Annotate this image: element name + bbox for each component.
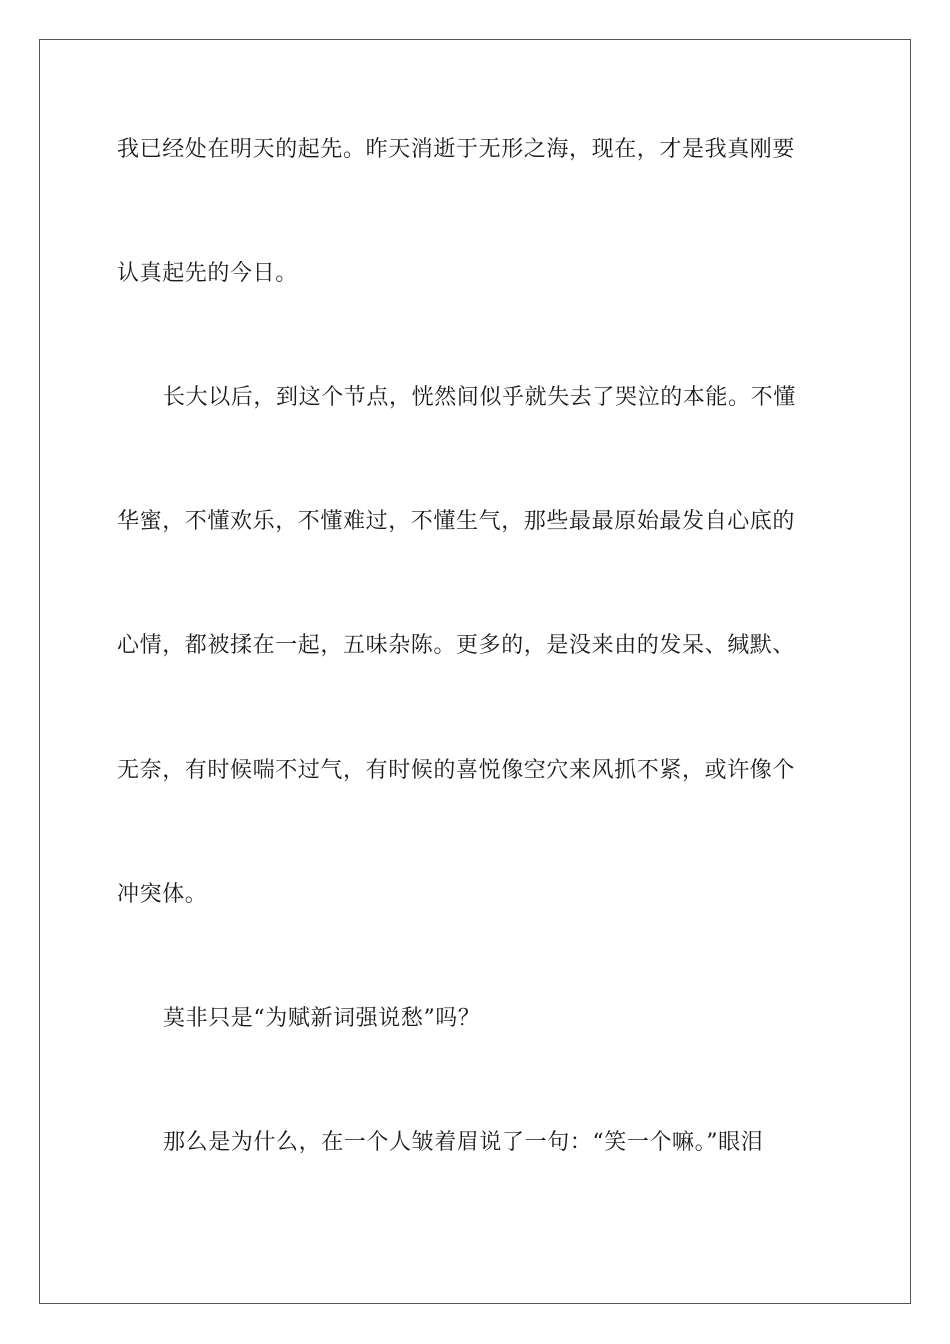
paragraph-line: 莫非只是“为赋新词强说愁”吗？ xyxy=(163,1006,481,1031)
paragraph-line: 无奈，有时候喘不过气，有时候的喜悦像空穴来风抓不紧，或许像个 xyxy=(117,758,796,783)
paragraph-line: 冲突体。 xyxy=(117,882,208,907)
paragraph-line: 那么是为什么，在一个人皱着眉说了一句：“笑一个嘛。”眼泪 xyxy=(163,1130,764,1155)
paragraph-line: 认真起先的今日。 xyxy=(117,261,298,286)
page-border xyxy=(39,39,911,1304)
paragraph-line: 心情，都被揉在一起，五味杂陈。更多的，是没来由的发呆、缄默、 xyxy=(117,633,796,658)
paragraph-line: 长大以后，到这个节点，恍然间似乎就失去了哭泣的本能。不懂 xyxy=(163,385,796,410)
paragraph-line: 华蜜，不懂欢乐，不懂难过，不懂生气，那些最最原始最发自心底的 xyxy=(117,509,796,534)
paragraph-line: 我已经处在明天的起先。昨天消逝于无形之海，现在，才是我真刚要 xyxy=(117,137,796,162)
